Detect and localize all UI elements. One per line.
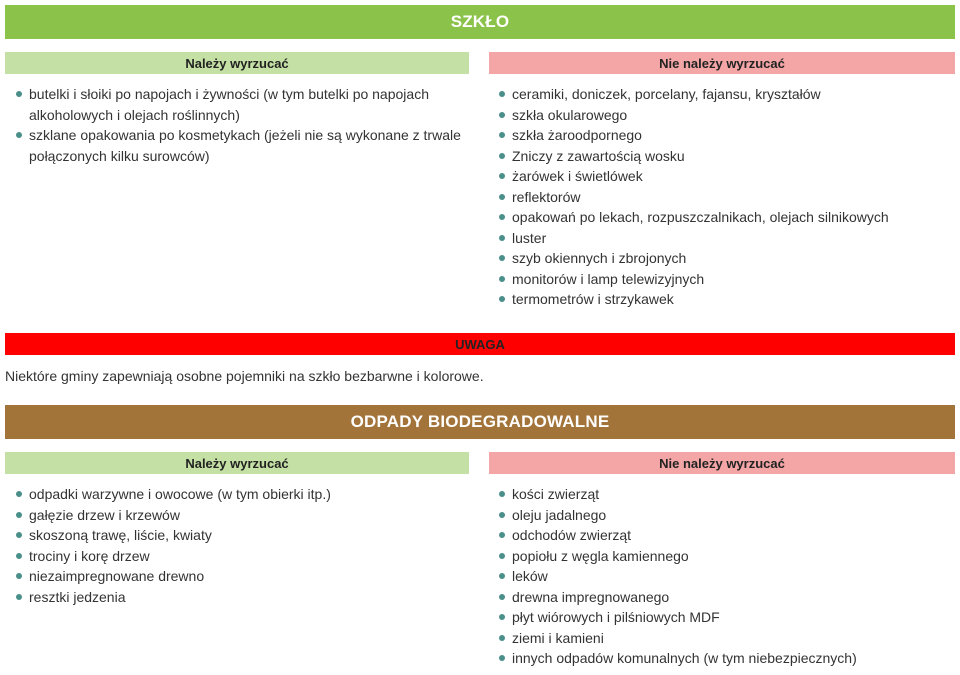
- list-item: szklane opakowania po kosmetykach (jeżeli nie są wykonane z trwale połączonych kilku surowców): [11, 125, 463, 166]
- list-item: popiołu z węgla kamiennego: [494, 546, 954, 567]
- warning-text: Niektóre gminy zapewniają osobne pojemniki na szkło bezbarwne i kolorowe.: [5, 368, 484, 384]
- warning-title: UWAGA: [455, 336, 505, 352]
- glass-section-title: SZKŁO: [450, 12, 510, 31]
- list-item: innych odpadów komunalnych (w tym niebezpiecznych): [494, 648, 954, 669]
- bio-section-title: ODPADY BIODEGRADOWALNE: [350, 412, 610, 431]
- bio-forbidden-header-label: Nie należy wyrzucać: [659, 455, 785, 471]
- list-item: szyb okiennych i zbrojonych: [494, 248, 954, 269]
- list-item: luster: [494, 228, 954, 249]
- list-item: niezaimpregnowane drewno: [11, 566, 463, 587]
- list-item: odpadki warzywne i owocowe (w tym obierki itp.): [11, 484, 463, 505]
- glass-allowed-header-label: Należy wyrzucać: [185, 55, 289, 71]
- glass-allowed-header: [5, 52, 469, 74]
- glass-forbidden-header: [489, 52, 955, 74]
- list-item: Zniczy z zawartością wosku: [494, 146, 954, 167]
- list-item: monitorów i lamp telewizyjnych: [494, 269, 954, 290]
- list-item: odchodów zwierząt: [494, 525, 954, 546]
- glass-forbidden-list: [494, 84, 954, 310]
- glass-allowed-list: [11, 84, 463, 166]
- bio-forbidden-header: [489, 452, 955, 474]
- glass-forbidden-header-label: Nie należy wyrzucać: [659, 55, 785, 71]
- list-item: leków: [494, 566, 954, 587]
- warning-banner: [5, 333, 955, 355]
- glass-section-banner: [5, 5, 955, 39]
- bio-allowed-header: [5, 452, 469, 474]
- list-item: drewna impregnowanego: [494, 587, 954, 608]
- list-item: szkła żaroodpornego: [494, 125, 954, 146]
- bio-allowed-header-label: Należy wyrzucać: [185, 455, 289, 471]
- list-item: reflektorów: [494, 187, 954, 208]
- bio-forbidden-list: [494, 484, 954, 669]
- list-item: opakowań po lekach, rozpuszczalnikach, olejach silnikowych: [494, 207, 954, 228]
- list-item: butelki i słoiki po napojach i żywności (w tym butelki po napojach alkoholowych i olejach roślinnych): [11, 84, 463, 125]
- list-item: płyt wiórowych i pilśniowych MDF: [494, 607, 954, 628]
- list-item: resztki jedzenia: [11, 587, 463, 608]
- list-item: skoszoną trawę, liście, kwiaty: [11, 525, 463, 546]
- list-item: żarówek i świetlówek: [494, 166, 954, 187]
- bio-allowed-list: [11, 484, 463, 607]
- bio-section-banner: [5, 405, 955, 439]
- list-item: szkła okularowego: [494, 105, 954, 126]
- list-item: kości zwierząt: [494, 484, 954, 505]
- list-item: termometrów i strzykawek: [494, 289, 954, 310]
- list-item: ziemi i kamieni: [494, 628, 954, 649]
- list-item: trociny i korę drzew: [11, 546, 463, 567]
- list-item: ceramiki, doniczek, porcelany, fajansu, kryształów: [494, 84, 954, 105]
- list-item: oleju jadalnego: [494, 505, 954, 526]
- list-item: gałęzie drzew i krzewów: [11, 505, 463, 526]
